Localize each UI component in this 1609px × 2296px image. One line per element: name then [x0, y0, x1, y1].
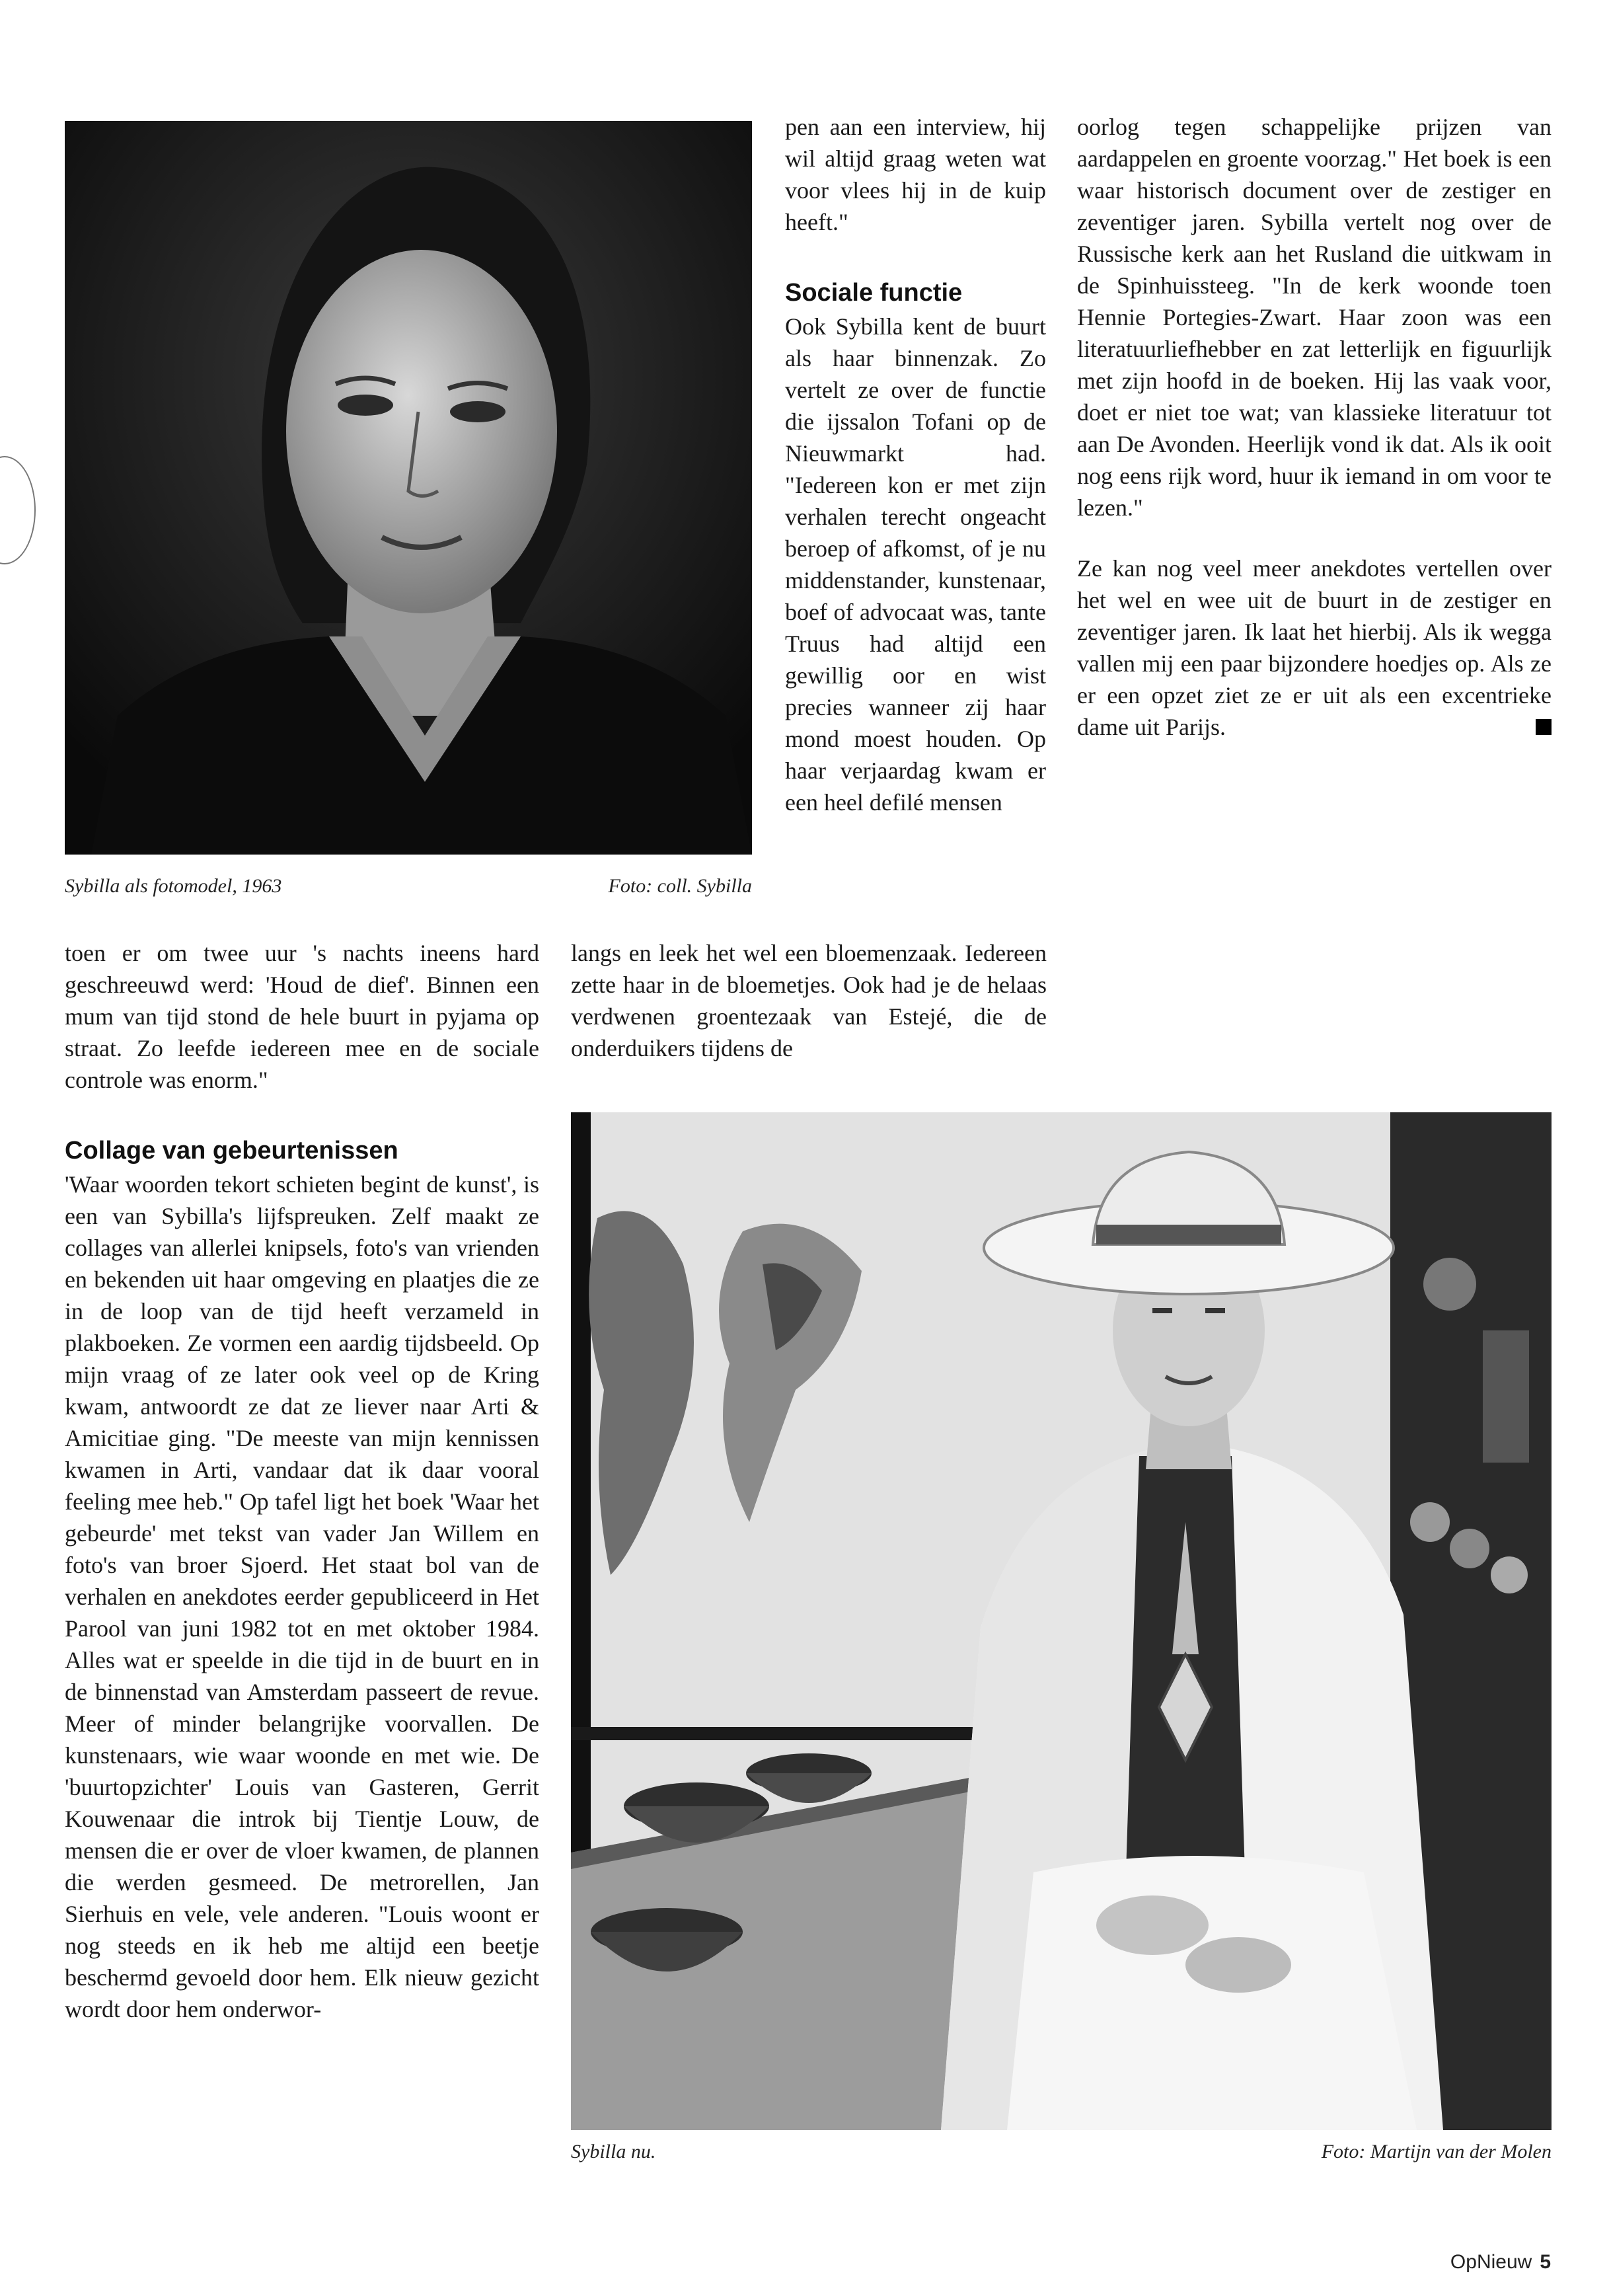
- column3-text: [1077, 111, 1552, 743]
- column1-collage-text: [65, 1168, 539, 2025]
- column3-paragraph-1: oorlog tegen schappelijke prijzen van aardappelen en groente voorzag." Het boek is een waar historisch document over de zestiger en zeventiger jaren. Sybilla vertelt nog over de Russische kerk aan het Rusland die uitkwam in de Spinhuissteeg. "In de kerk woonde toen Hennie Portegies-Zwart. Haar zoon was een literatuurliefhebber en zat letterlijk en figuurlijk met zijn hoofd in de boeken. Hij las vaak voor, doet er niet toe wat; van klassieke literatuur tot aan De Avonden. Heerlijk vond ik dat. Als ik ooit nog eens rijk word, huur ik iemand in om voor te lezen.": [1077, 114, 1552, 521]
- column2-continuation-text: [571, 937, 1047, 1064]
- magazine-name: OpNieuw: [1450, 2251, 1532, 2273]
- page-number: 5: [1540, 2251, 1551, 2273]
- continuation-paragraph: langs en leek het wel een bloemenzaak. Iedereen zette haar in de bloemetjes. Ook had je de helaas verdwenen groentezaak van Estejé, die de onderduikers tijdens de: [571, 940, 1047, 1061]
- column1-top-text: [65, 937, 539, 1096]
- sociale-functie-paragraph: Ook Sybilla kent de buurt als haar binnenzak. Zo vertelt ze over de functie die ijssalon Tofani op de Nieuwmarkt had. "Iedereen kon er met zijn verhalen terecht ongeacht beroep of afkomst, of je nu middenstander, kunstenaar, boef of advocaat was, tante Truus had altijd een gewillig oor en wist precies wanneer zij haar mond moest houden. Op haar verjaardag kwam er een heel defilé mensen: [785, 313, 1046, 816]
- portrait-illustration: [65, 121, 752, 855]
- heading-sociale-functie: Sociale functie: [785, 279, 963, 307]
- collage-paragraph: 'Waar woorden tekort schieten begint de kunst', is een van Sybilla's lijfspreuken. Zelf maakt ze collages van allerlei knipsels, foto's van vrienden en bekenden uit haar omgeving en plaatjes die ze in de loop van de tijd heeft verzameld in plakboeken. Ze vormen een aardig tijdsbeeld. Op mijn vraag of ze later ook veel op de Kring kwam, antwoordt ze dat ze liever naar Arti & Amicitiae ging. "De meeste van mijn kennissen kwamen in Arti, vandaar dat ik daar vooral feeling mee heb." Op tafel ligt het boek 'Waar het gebeurde' met tekst van vader Jan Willem en foto's van broer Sjoerd. Het staat bol van de verhalen en anekdotes eerder gepubliceerd in Het Parool van juni 1982 tot en met oktober 1984. Alles wat er speelde in die tijd in de buurt en in de binnenstad van Amsterdam passeert de revue. Meer of minder belangrijke voorvallen. De kunstenaars, wie waar woonde en met wie. De 'buurtopzichter' Louis van Gasteren, Gerrit Kouwenaar die introk bij Tientje Louw, de mensen die er over de vloer kwamen, de plannen die werden gesmeed. De metrorellen, Jan Sierhuis en vele, vele anderen. "Louis woont er nog steeds en ik heb me altijd een beetje beschermd gevoeld door hem. Elk nieuw gezicht wordt door hem onderwor-: [65, 1171, 539, 2022]
- page-folio: [1450, 2251, 1551, 2274]
- photo1-caption: Sybilla als fotomodel, 1963: [65, 875, 282, 897]
- sybilla-now-photo: [571, 1112, 1552, 2130]
- heading-collage-van-gebeurtenissen: Collage van gebeurtenissen: [65, 1137, 398, 1165]
- column2-sociale-text: [785, 311, 1046, 818]
- portrait-photo-1963: [65, 121, 752, 855]
- column2-top-text: [785, 111, 1046, 238]
- end-of-article-mark: [1536, 719, 1552, 735]
- photo1-credit: Foto: coll. Sybilla: [608, 875, 752, 897]
- column1-top-paragraph: toen er om twee uur 's nachts ineens hard geschreeuwd werd: 'Houd de dief'. Binnen een mum van tijd stond de hele buurt in pyjama op straat. Zo leefde iedereen mee en de sociale controle was enorm.": [65, 940, 539, 1093]
- scan-edge-mark: [0, 456, 36, 564]
- column3-paragraph-2: Ze kan nog veel meer anekdotes vertellen over het wel en wee uit de buurt in de zestiger en zeventiger jaren. Ik laat het hierbij. Als ik wegga vallen mij een paar bijzondere hoedjes op. Als ze er een opzet ziet ze er uit als een excentrieke dame uit Parijs.: [1077, 555, 1552, 740]
- sybilla-now-illustration: [571, 1112, 1552, 2130]
- column2-top-paragraph: pen aan een interview, hij wil altijd graag weten wat voor vlees hij in de kuip heeft.": [785, 114, 1046, 235]
- photo2-caption: Sybilla nu.: [571, 2141, 656, 2162]
- photo2-credit: Foto: Martijn van der Molen: [1321, 2141, 1552, 2162]
